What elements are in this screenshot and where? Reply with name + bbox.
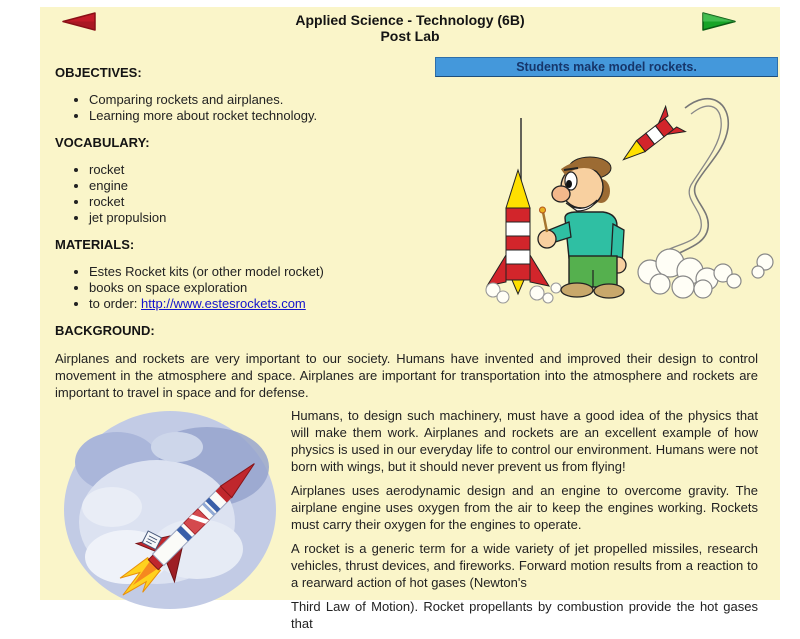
background-paragraph: Humans, to design such machinery, must have a good idea of the physics that will make them work. Airplanes and rockets are an excellent example of how physics is used in our everyday life to control our environment. Humans were not born with wings, but it should never prevent us from flying!: [291, 408, 758, 474]
background-heading: BACKGROUND:: [55, 323, 155, 338]
background-paragraph: A rocket is a generic term for a wide variety of jet propelled missiles, research vehicles, thrust devices, and fireworks. Forward motion results from a reaction to a rearward action of hot gases (Newton's: [291, 541, 758, 590]
background-text-column: [287, 405, 758, 639]
vocabulary-heading: VOCABULARY:: [55, 135, 150, 150]
list-item: • Comparing rockets and airplanes.: [89, 92, 758, 108]
list-item: • Learning more about rocket technology.: [89, 108, 758, 124]
prev-arrow-icon[interactable]: [58, 11, 98, 32]
list-item: • books on space exploration: [89, 280, 758, 296]
list-item: • rocket: [89, 194, 758, 210]
objectives-heading: OBJECTIVES:: [55, 65, 142, 80]
next-arrow-icon[interactable]: [700, 11, 740, 32]
background-paragraph: Airplanes and rockets are very important to our society. Humans have invented and improved their design to control movement in the atmosphere and space. Airplanes are important for transportation into the atmosphere and rockets are important to travel in space and for defense.: [55, 351, 758, 400]
rocket-photo-illustration: [57, 407, 285, 617]
list-item: • engine: [89, 178, 758, 194]
background-paragraph: Airplanes uses aerodynamic design and an engine to overcome gravity. The airplane engine uses oxygen from the air to keep the engines working. Rockets must carry their oxygen for the engines to operate.: [291, 483, 758, 532]
materials-heading: MATERIALS:: [55, 237, 135, 252]
rocket-launch-cartoon: [485, 90, 775, 312]
list-item: • rocket: [89, 162, 758, 178]
list-item: • jet propulsion: [89, 210, 758, 226]
page-header: [40, 7, 780, 51]
page-title: Applied Science - Technology (6B): [295, 12, 525, 28]
background-paragraph: Third Law of Motion). Rocket propellants by combustion provide the hot gases that: [291, 599, 758, 631]
activity-banner: Students make model rockets.: [435, 57, 778, 77]
page-subtitle: Post Lab: [380, 28, 440, 44]
background-columns: [55, 405, 758, 639]
model-rocket-photo: [57, 407, 287, 639]
order-prefix: to order:: [89, 296, 142, 311]
estes-rockets-link[interactable]: http://www.estesrockets.com: [141, 296, 306, 311]
list-item: • Estes Rocket kits (or other model rocket): [89, 264, 758, 280]
lesson-sheet: [40, 7, 780, 631]
